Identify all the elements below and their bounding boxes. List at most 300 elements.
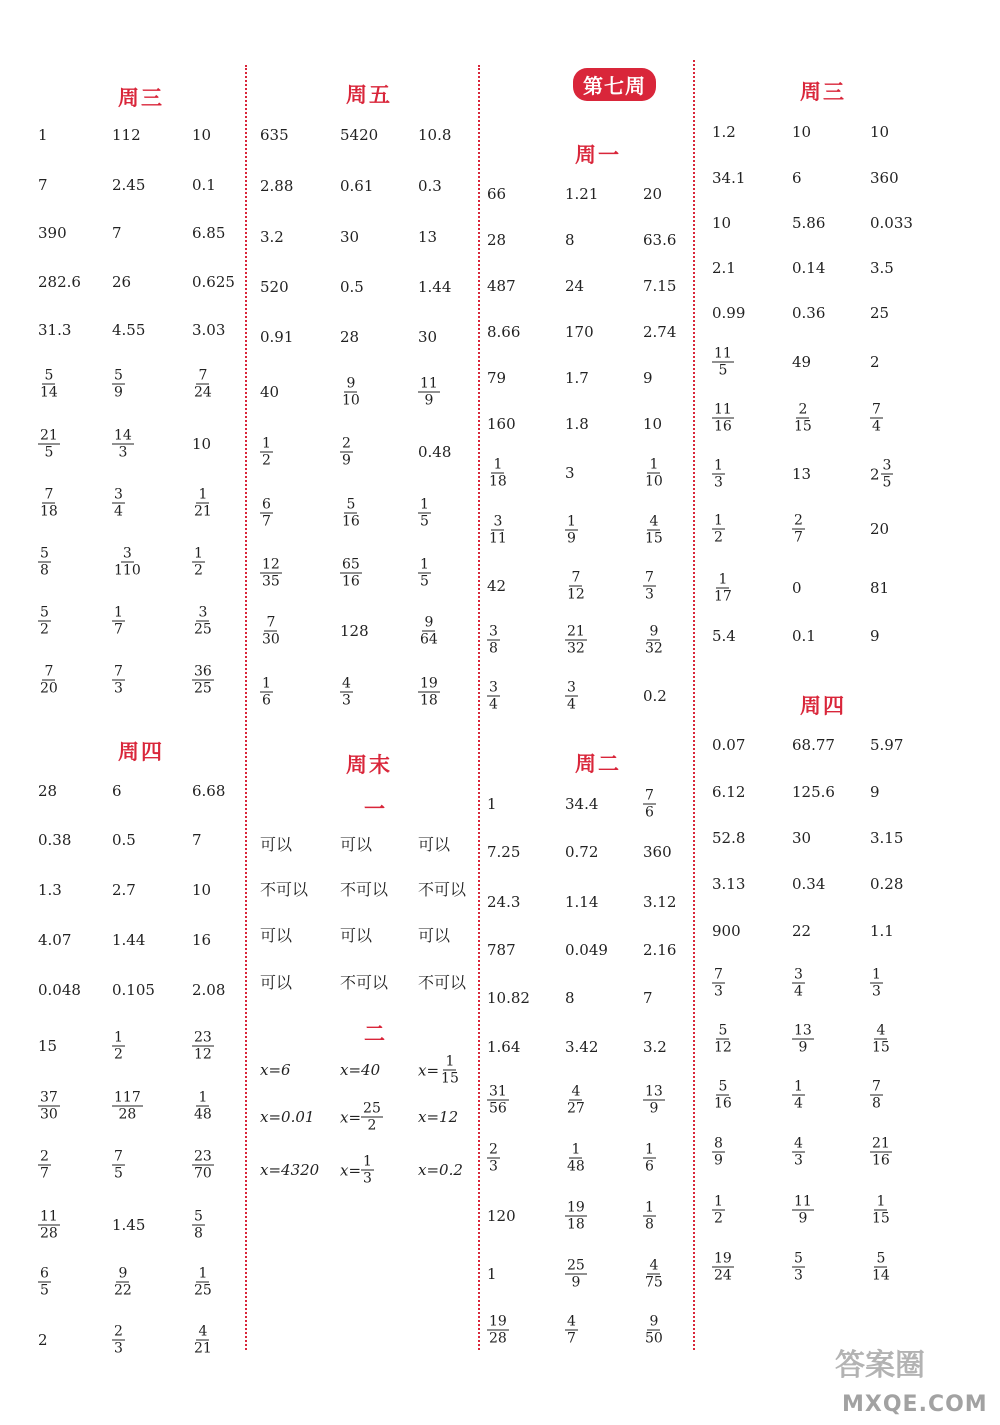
answer-column-4 <box>712 0 922 1425</box>
fraction: $\frac{1}{5}$ <box>420 496 429 530</box>
answer-cell: 24.3 <box>487 893 521 911</box>
answer-cell: 0.14 <box>792 259 826 277</box>
section-subheading: 二 <box>364 1022 387 1046</box>
fraction: $\frac{4}{21}$ <box>194 1323 212 1357</box>
answer-fraction <box>418 376 440 409</box>
answer-fraction <box>112 1030 125 1063</box>
answer-cell: 0.3 <box>418 177 442 195</box>
answer-fraction <box>792 1136 805 1169</box>
answer-cell: 282.6 <box>38 273 81 291</box>
answer-cell: x=40 <box>340 1061 381 1079</box>
fraction: $\frac{21}{16}$ <box>872 1135 890 1169</box>
answer-cell: 可以 <box>260 926 293 945</box>
answer-cell: 2.1 <box>712 259 736 277</box>
answer-cell: 26 <box>112 273 132 291</box>
answer-cell: 不可以 <box>418 880 467 899</box>
fraction: $\frac{1}{2}$ <box>114 1029 123 1063</box>
answer-mixed-fraction: 2 $\frac{3}{5}$ <box>870 457 892 491</box>
answer-fraction: x= $\frac{1}{3}$ <box>340 1153 372 1187</box>
answer-cell: 可以 <box>340 835 373 854</box>
answer-cell: 8 <box>565 231 575 249</box>
fraction: $\frac{1}{15}$ <box>872 1193 890 1227</box>
answer-fraction <box>712 572 734 605</box>
answer-fraction <box>565 680 578 713</box>
answer-cell: 3.2 <box>260 228 284 246</box>
answer-cell: 3.13 <box>712 875 746 893</box>
fraction: $\frac{7}{30}$ <box>262 614 280 648</box>
answer-cell: 0.91 <box>260 328 294 346</box>
answer-fraction <box>192 664 214 697</box>
answer-cell: 28 <box>487 231 507 249</box>
answer-cell: 0.1 <box>792 627 816 645</box>
answer-fraction <box>192 1209 205 1242</box>
answer-cell: 42 <box>487 577 507 595</box>
answer-fraction <box>712 1136 725 1169</box>
answer-cell: 不可以 <box>340 973 389 992</box>
answer-cell: 6 <box>112 782 122 800</box>
answer-cell: 20 <box>870 520 890 538</box>
answer-cell: 10 <box>870 123 890 141</box>
answer-cell: 0.34 <box>792 875 826 893</box>
fraction: $\frac{1}{21}$ <box>194 486 212 520</box>
fraction: $\frac{5}{9}$ <box>114 367 123 401</box>
fraction: $\frac{2}{3}$ <box>489 1141 498 1175</box>
answer-cell: 31.3 <box>38 321 72 339</box>
answer-cell: 4.55 <box>112 321 146 339</box>
answer-fraction <box>38 1209 60 1242</box>
answer-cell: 68.77 <box>792 736 835 754</box>
week-badge: 第七周 <box>573 68 656 101</box>
answer-cell: 360 <box>870 169 899 187</box>
answer-cell: 520 <box>260 278 289 296</box>
answer-cell: 0.72 <box>565 843 599 861</box>
fraction: $\frac{1}{17}$ <box>714 571 732 605</box>
fraction: $\frac{7}{3}$ <box>114 663 123 697</box>
answer-fraction <box>870 1023 892 1056</box>
answer-cell: 1 <box>487 1265 497 1283</box>
fraction: $\frac{19}{24}$ <box>714 1250 732 1284</box>
answer-fraction <box>260 436 273 469</box>
fraction: $\frac{5}{12}$ <box>714 1022 732 1056</box>
answer-fraction <box>38 487 60 520</box>
answer-fraction <box>112 546 143 579</box>
answer-fraction <box>340 557 362 590</box>
answer-cell: 112 <box>112 126 141 144</box>
answer-fraction <box>792 1194 814 1227</box>
fraction: $\frac{4}{75}$ <box>645 1257 663 1291</box>
answer-fraction <box>418 497 431 530</box>
answer-cell: 8.66 <box>487 323 521 341</box>
answer-cell: 79 <box>487 369 507 387</box>
answer-fraction <box>38 546 51 579</box>
answer-fraction <box>643 1142 656 1175</box>
answer-fraction <box>870 1136 892 1169</box>
answer-cell: 1.7 <box>565 369 589 387</box>
fraction: $\frac{5}{8}$ <box>40 545 49 579</box>
answer-cell: 7 <box>112 224 122 242</box>
answer-cell: x=6 <box>260 1061 291 1079</box>
answer-cell: 3 <box>565 464 575 482</box>
answer-fraction <box>565 570 587 603</box>
answer-cell: 10 <box>192 126 212 144</box>
fraction: $\frac{1}{8}$ <box>645 1199 654 1233</box>
answer-fraction <box>487 1314 509 1347</box>
answer-cell: 0.048 <box>38 981 81 999</box>
answer-fraction <box>192 368 214 401</box>
answer-cell: 5.97 <box>870 736 904 754</box>
answer-cell: 81 <box>870 579 890 597</box>
fraction: $\frac{7}{4}$ <box>872 401 881 435</box>
section-heading: 周三 <box>118 86 164 110</box>
answer-cell: 0.61 <box>340 177 374 195</box>
fraction: $\frac{3}{4}$ <box>114 486 123 520</box>
fraction: $\frac{4}{15}$ <box>872 1022 890 1056</box>
answer-cell: 不可以 <box>418 973 467 992</box>
answer-fraction <box>643 624 665 657</box>
fraction: $\frac{5}{14}$ <box>872 1250 890 1284</box>
fraction: $\frac{1}{2}$ <box>714 1193 723 1227</box>
answer-cell: 2 <box>38 1331 48 1349</box>
section-heading: 周二 <box>575 752 621 776</box>
answer-cell: 13 <box>418 228 438 246</box>
answer-cell: 2.88 <box>260 177 294 195</box>
answer-fraction <box>870 1194 892 1227</box>
answer-fraction <box>487 680 500 713</box>
answer-fraction <box>712 1251 734 1284</box>
answer-fraction <box>565 1142 587 1175</box>
answer-fraction <box>260 497 273 530</box>
answer-fraction <box>792 1079 805 1112</box>
answer-cell: 1.2 <box>712 123 736 141</box>
answer-fraction <box>192 1030 214 1063</box>
fraction: $\frac{7}{24}$ <box>194 367 212 401</box>
answer-cell: 0.049 <box>565 941 608 959</box>
answer-cell: 487 <box>487 277 516 295</box>
fraction: $\frac{23}{70}$ <box>194 1148 212 1182</box>
fraction: $\frac{7}{5}$ <box>114 1148 123 1182</box>
answer-cell: 7.25 <box>487 843 521 861</box>
answer-fraction <box>792 1251 805 1284</box>
answer-cell: 63.6 <box>643 231 677 249</box>
answer-fraction <box>565 1314 578 1347</box>
answer-cell: 7 <box>38 176 48 194</box>
fraction: $\frac{1}{10}$ <box>645 456 663 490</box>
answer-cell: 66 <box>487 185 507 203</box>
answer-cell: 0.625 <box>192 273 235 291</box>
fraction: $\frac{31}{56}$ <box>489 1083 507 1117</box>
answer-cell: 30 <box>418 328 438 346</box>
answer-column-1 <box>30 0 240 1425</box>
answer-fraction <box>340 497 362 530</box>
answer-fraction <box>565 1084 587 1117</box>
fraction: $\frac{3}{4}$ <box>567 679 576 713</box>
fraction: $\frac{1}{3}$ <box>363 1153 372 1187</box>
answer-cell: 125.6 <box>792 783 835 801</box>
answer-fraction <box>870 1079 883 1112</box>
fraction: $\frac{8}{9}$ <box>714 1135 723 1169</box>
answer-fraction <box>792 513 805 546</box>
answer-fraction <box>340 376 362 409</box>
fraction: $\frac{21}{32}$ <box>567 623 585 657</box>
answer-fraction <box>260 676 273 709</box>
answer-fraction <box>192 605 214 638</box>
answer-cell: 可以 <box>260 835 293 854</box>
answer-cell: 160 <box>487 415 516 433</box>
answer-cell: 9 <box>643 369 653 387</box>
fraction: $\frac{3}{8}$ <box>489 623 498 657</box>
answer-cell: 10.82 <box>487 989 530 1007</box>
answer-cell: 787 <box>487 941 516 959</box>
answer-cell: 7.15 <box>643 277 677 295</box>
answer-cell: 10 <box>192 881 212 899</box>
answer-column-2 <box>258 0 468 1425</box>
answer-cell: 0 <box>792 579 802 597</box>
fraction: $\frac{3}{4}$ <box>794 966 803 1000</box>
answer-cell: 0.5 <box>112 831 136 849</box>
answer-cell: 9 <box>870 783 880 801</box>
answer-fraction <box>192 546 205 579</box>
answer-fraction <box>712 458 725 491</box>
answer-fraction <box>565 514 578 547</box>
fraction: $\frac{1}{3}$ <box>714 457 723 491</box>
fraction: $\frac{1}{6}$ <box>262 675 271 709</box>
answer-fraction <box>192 1266 214 1299</box>
answer-fraction <box>792 967 805 1000</box>
fraction: $\frac{1}{9}$ <box>567 513 576 547</box>
fraction: $\frac{2}{7}$ <box>40 1148 49 1182</box>
answer-cell: 10 <box>643 415 663 433</box>
answer-fraction <box>38 1090 60 1123</box>
answer-cell: 6.68 <box>192 782 226 800</box>
answer-cell: 15 <box>38 1037 58 1055</box>
answer-cell: 6.85 <box>192 224 226 242</box>
fraction: $\frac{19}{18}$ <box>567 1199 585 1233</box>
fraction: $\frac{1}{7}$ <box>114 604 123 638</box>
answer-cell: 0.1 <box>192 176 216 194</box>
answer-cell: 2.74 <box>643 323 677 341</box>
answer-fraction <box>712 1194 725 1227</box>
fraction: $\frac{37}{30}$ <box>40 1089 58 1123</box>
answer-cell: 10 <box>712 214 732 232</box>
fraction: $\frac{11}{9}$ <box>420 375 438 409</box>
answer-cell: 0.5 <box>340 278 364 296</box>
answer-fraction <box>643 1200 656 1233</box>
answer-cell: 34.4 <box>565 795 599 813</box>
fraction: $\frac{14}{3}$ <box>114 427 132 461</box>
fraction: $\frac{7}{3}$ <box>714 966 723 1000</box>
answer-fraction <box>112 1090 143 1123</box>
answer-cell: x=4320 <box>260 1161 320 1179</box>
fraction: $\frac{1}{48}$ <box>567 1141 585 1175</box>
answer-fraction <box>712 1023 734 1056</box>
answer-cell: 120 <box>487 1207 516 1225</box>
answer-fraction <box>418 676 440 709</box>
answer-fraction <box>487 514 509 547</box>
answer-fraction <box>112 605 125 638</box>
answer-cell: 360 <box>643 843 672 861</box>
watermark-url: MXQE.COM <box>842 1392 988 1417</box>
fraction: $\frac{4}{15}$ <box>645 513 663 547</box>
fraction: $\frac{3}{5}$ <box>882 457 892 491</box>
fraction: $\frac{1}{15}$ <box>441 1053 459 1087</box>
section-heading: 周四 <box>118 740 164 764</box>
answer-cell: 可以 <box>418 835 451 854</box>
answer-fraction <box>418 615 440 648</box>
answer-cell: 40 <box>260 383 280 401</box>
answer-fraction <box>712 513 725 546</box>
answer-fraction <box>712 402 734 435</box>
column-separator <box>245 65 247 1350</box>
answer-fraction <box>112 664 125 697</box>
fraction: $\frac{3}{4}$ <box>489 679 498 713</box>
answer-fraction <box>792 1023 814 1056</box>
answer-fraction <box>260 557 282 590</box>
answer-cell: 24 <box>565 277 585 295</box>
fraction: $\frac{2}{9}$ <box>342 435 351 469</box>
watermark-logo: 答案圈 <box>835 1348 925 1383</box>
answer-fraction <box>192 487 214 520</box>
answer-cell: 3.5 <box>870 259 894 277</box>
answer-fraction <box>643 1314 665 1347</box>
fraction: $\frac{19}{18}$ <box>420 675 438 709</box>
answer-cell: 3.42 <box>565 1038 599 1056</box>
answer-cell: 9 <box>870 627 880 645</box>
fraction: $\frac{5}{14}$ <box>40 367 58 401</box>
answer-cell: 28 <box>38 782 58 800</box>
answer-cell: x=12 <box>418 1108 459 1126</box>
answer-cell: 10 <box>192 435 212 453</box>
answer-cell: 1.1 <box>870 922 894 940</box>
answer-column-3 <box>487 0 697 1425</box>
fraction: $\frac{23}{12}$ <box>194 1029 212 1063</box>
answer-fraction <box>340 436 353 469</box>
fraction: $\frac{3}{110}$ <box>114 545 141 579</box>
answer-fraction <box>643 514 665 547</box>
answer-cell: 3.2 <box>643 1038 667 1056</box>
fraction: $\frac{13}{9}$ <box>645 1083 663 1117</box>
answer-cell: 0.2 <box>643 687 667 705</box>
answer-cell: 128 <box>340 622 369 640</box>
fraction: $\frac{1}{2}$ <box>714 512 723 546</box>
fraction: $\frac{21}{5}$ <box>40 427 58 461</box>
answer-cell: 0.105 <box>112 981 155 999</box>
fraction: $\frac{5}{2}$ <box>40 604 49 638</box>
fraction: $\frac{4}{7}$ <box>567 1313 576 1347</box>
answer-cell: 13 <box>792 465 812 483</box>
answer-fraction <box>712 1079 734 1112</box>
answer-fraction <box>112 368 125 401</box>
fraction: $\frac{25}{2}$ <box>363 1100 381 1134</box>
fraction: $\frac{7}{8}$ <box>872 1078 881 1112</box>
section-heading: 周四 <box>800 694 846 718</box>
answer-fraction: x= $\frac{1}{15}$ <box>418 1053 459 1087</box>
answer-fraction <box>192 1324 214 1357</box>
fraction: $\frac{1}{2}$ <box>262 435 271 469</box>
fraction: $\frac{19}{28}$ <box>489 1313 507 1347</box>
answer-fraction <box>792 402 814 435</box>
fraction: $\frac{9}{50}$ <box>645 1313 663 1347</box>
answer-fraction <box>565 1258 587 1291</box>
answer-cell: 0.033 <box>870 214 913 232</box>
answer-fraction <box>112 1149 125 1182</box>
fraction: $\frac{11}{5}$ <box>714 345 732 379</box>
answer-fraction: x= $\frac{25}{2}$ <box>340 1100 381 1134</box>
answer-cell: 28 <box>340 328 360 346</box>
answer-fraction <box>192 1149 214 1182</box>
answer-fraction <box>643 570 656 603</box>
answer-cell: 2.08 <box>192 981 226 999</box>
answer-cell: 22 <box>792 922 812 940</box>
fraction: $\frac{1}{2}$ <box>194 545 203 579</box>
answer-fraction <box>38 1149 51 1182</box>
fraction: $\frac{5}{8}$ <box>194 1208 203 1242</box>
fraction: $\frac{11}{28}$ <box>40 1208 58 1242</box>
answer-cell: 20 <box>643 185 663 203</box>
answer-cell: 6 <box>792 169 802 187</box>
answer-fraction <box>112 428 134 461</box>
answer-cell: 34.1 <box>712 169 746 187</box>
answer-cell: 可以 <box>340 926 373 945</box>
fraction: $\frac{6}{5}$ <box>40 1265 49 1299</box>
answer-fraction <box>112 487 125 520</box>
fraction: $\frac{4}{3}$ <box>342 675 351 709</box>
answer-cell: 16 <box>192 931 212 949</box>
fraction: $\frac{1}{48}$ <box>194 1089 212 1123</box>
section-heading: 周末 <box>346 753 392 777</box>
fraction: $\frac{65}{16}$ <box>342 556 360 590</box>
answer-fraction <box>487 1142 500 1175</box>
answer-fraction <box>487 457 509 490</box>
answer-cell: 10 <box>792 123 812 141</box>
answer-fraction <box>870 967 883 1000</box>
answer-fraction <box>565 1200 587 1233</box>
answer-cell: 49 <box>792 353 812 371</box>
section-heading: 周五 <box>346 83 392 107</box>
answer-cell: 0.99 <box>712 304 746 322</box>
answer-cell: 5.86 <box>792 214 826 232</box>
fraction: $\frac{9}{32}$ <box>645 623 663 657</box>
answer-cell: 2.16 <box>643 941 677 959</box>
answer-fraction <box>112 1324 125 1357</box>
answer-cell: 2.45 <box>112 176 146 194</box>
column-separator <box>478 65 480 1350</box>
fraction: $\frac{6}{7}$ <box>262 496 271 530</box>
answer-cell: 1 <box>487 795 497 813</box>
answer-cell: 可以 <box>418 926 451 945</box>
answer-fraction <box>38 605 51 638</box>
fraction: $\frac{7}{3}$ <box>645 569 654 603</box>
answer-fraction <box>38 664 60 697</box>
fraction: $\frac{2}{15}$ <box>794 401 812 435</box>
answer-cell: 0.28 <box>870 875 904 893</box>
fraction: $\frac{4}{27}$ <box>567 1083 585 1117</box>
answer-cell: 900 <box>712 922 741 940</box>
answer-cell: 30 <box>340 228 360 246</box>
fraction: $\frac{7}{18}$ <box>40 486 58 520</box>
fraction: $\frac{3}{11}$ <box>489 513 507 547</box>
answer-fraction <box>487 624 500 657</box>
answer-fraction <box>112 1266 134 1299</box>
fraction: $\frac{1}{18}$ <box>489 456 507 490</box>
answer-fraction <box>38 1266 51 1299</box>
fraction: $\frac{11}{16}$ <box>714 401 732 435</box>
answer-cell: 30 <box>792 829 812 847</box>
answer-cell: 5420 <box>340 126 379 144</box>
answer-cell: 0.36 <box>792 304 826 322</box>
fraction: $\frac{11}{9}$ <box>794 1193 812 1227</box>
answer-cell: 1.8 <box>565 415 589 433</box>
answer-cell: 25 <box>870 304 890 322</box>
